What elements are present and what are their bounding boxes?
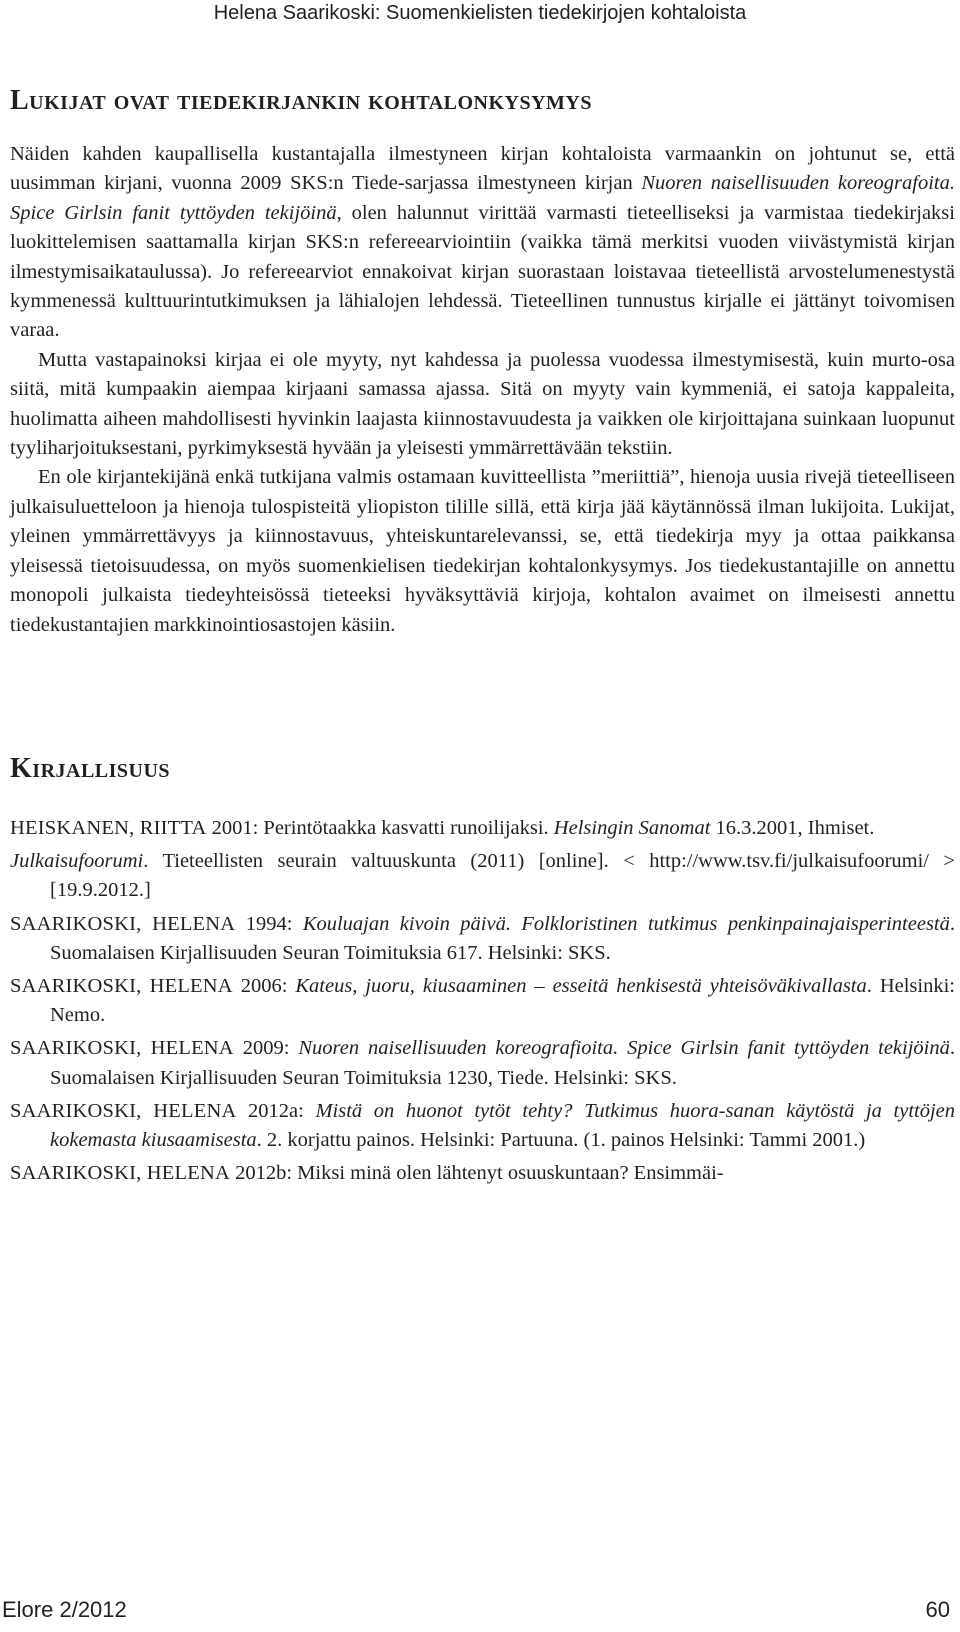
reference-text: 16.3.2001, Ihmiset. — [710, 816, 875, 839]
reference-title: Helsingin Sanomat — [553, 816, 711, 839]
paragraph-1 — [10, 140, 955, 346]
reference-title: Mistä on huonot tytöt tehty? Tutkimus huora-sanan käytöstä ja tyttöjen kokemasta kiusaamisesta — [50, 1099, 956, 1151]
reference-author: SAARIKOSKI, HELENA — [10, 1162, 230, 1185]
paragraph-1-text-a: Näiden kahden kaupallisella kustantajalla ilmestyneen kirjan kohtaloista varmaankin on johtunut se, että uusimman kirjani, vuonna 2009 SKS:n Tiede-sarjassa ilmestyneen kirjan — [10, 143, 955, 195]
section-heading-kirjallisuus: Kirjallisuus — [10, 752, 171, 784]
reference-item — [10, 1034, 955, 1092]
reference-title: Julkaisufoorumi — [10, 850, 144, 873]
reference-item — [10, 814, 955, 843]
reference-text: . 2. korjattu painos. Helsinki: Partuuna. (1. painos Helsinki: Tammi 2001.) — [256, 1128, 866, 1151]
paragraph-1-text-c: , olen halunnut virittää varmasti tieteelliseksi ja varmistaa tiedekirjaksi luokittelemisen saattamalla kirjan SKS:n refereearviointiin (vaikka tämä merkitsi vuoden viivästymistä kirjan ilmestymisaikataulussa). Jo refereearviot ennakoivat kirjan suorastaan loistavaa tieteellistä arvostelumenestystä kymmenessä kulttuurintutkimuksen ja lähialojen lehdessä. Tieteellinen tunnustus kirjalle ei jättänyt toivomisen varaa. — [10, 201, 955, 342]
reference-text: . Suomalaisen Kirjallisuuden Seuran Toimituksia 1230, Tiede. Helsinki: SKS. — [50, 1037, 955, 1089]
paragraph-3: En ole kirjantekijänä enkä tutkijana valmis ostamaan kuvitteellista ”meriittiä”, hienoja uusia rivejä tieteelliseen julkaisuluetteloon ja hienoja tulospisteitä yliopiston tilille sillä, että kirja jää käytännössä ilman lukijoita. Lukijat, yleinen ymmärrettävyys ja kiinnostavuus, yhteiskuntarelevanssi, se, että tiedekirja myy ja ottaa paikkansa yleisessä tietoisuudessa, on myös suomenkielisen tiedekirjan kohtalonkysymys. Jos tiedekustantajille on annettu monopoli julkaista tiedeyhteisössä tieteeksi hyväksyttäviä kirjoja, kohtalon avaimet on ilmeisesti annettu tiedekustantajien markkinointiosastojen käsiin. — [10, 466, 955, 636]
reference-author: SAARIKOSKI, HELENA — [10, 1037, 234, 1060]
reference-item — [10, 1159, 955, 1188]
reference-text: 2006: — [232, 974, 296, 997]
reference-item — [10, 847, 955, 905]
section-heading-lukijat: Lukijat ovat tiedekirjankin kohtalonkysymys — [10, 85, 592, 116]
reference-list — [10, 814, 955, 1188]
footer-page-number: 60 — [925, 1597, 950, 1622]
reference-title: Kouluajan kivoin päivä. Folkloristinen tutkimus penkinpainajaisperinteestä — [302, 912, 950, 935]
reference-text: 2009: — [233, 1037, 299, 1060]
reference-author: SAARIKOSKI, HELENA — [10, 974, 233, 997]
reference-item — [10, 972, 955, 1030]
article-content — [10, 84, 955, 1192]
reference-title: Kateus, juoru, kiusaaminen – esseitä henkisestä yhteisöväkivallasta — [295, 974, 867, 997]
reference-text: 1994: — [235, 912, 303, 935]
reference-text: . Suomalaisen Kirjallisuuden Seuran Toimituksia 617. Helsinki: SKS. — [50, 912, 955, 964]
reference-author: HEISKANEN, RIITTA — [10, 816, 207, 839]
running-head: Helena Saarikoski: Suomenkielisten tiedekirjojen kohtaloista — [213, 2, 747, 24]
footer-journal: Elore 2/2012 — [2, 1597, 127, 1622]
reference-text: . Tieteellisten seurain valtuuskunta (2011) [online]. < http://www.tsv.fi/julkaisufoorumi/ > [19.9.2012.] — [50, 850, 955, 902]
paragraph-1-book-title: Nuoren naisellisuuden koreografoita. Spice Girlsin fanit tyttöyden tekijöinä — [10, 172, 956, 224]
reference-author: SAARIKOSKI, HELENA — [10, 1099, 237, 1122]
reference-title: Nuoren naisellisuuden koreografioita. Spice Girlsin fanit tyttöyden tekijöinä — [298, 1037, 950, 1060]
reference-text: . Helsinki: Nemo. — [50, 974, 955, 1027]
reference-text: 2012b: Miksi minä olen lähtenyt osuuskuntaan? Ensimmäi- — [229, 1162, 724, 1185]
reference-item — [10, 910, 955, 968]
reference-item — [10, 1097, 955, 1155]
reference-text: 2012a: — [236, 1099, 316, 1122]
reference-text: 2001: Perintötaakka kasvatti runoilijaksi. — [206, 816, 554, 839]
reference-author: SAARIKOSKI, HELENA — [10, 912, 236, 935]
paragraph-2: Mutta vastapainoksi kirjaa ei ole myyty, nyt kahdessa ja puolessa vuodessa ilmestymisestä, kuin murto-osa siitä, mitä kumpaakin aiempaa kirjaani samassa ajassa. Sitä on myyty vain kymmeniä, ei satoja kappaleita, huolimatta aiheen mahdollisesti hyvinkin laajasta kiinnostavuudesta ja vaikken ole kirjoittajana suinkaan luopunut tyyliharjoituksestani, pyrkimyksestä hyvään ja yleisesti ymmärrettävään tekstiin. — [10, 348, 955, 460]
